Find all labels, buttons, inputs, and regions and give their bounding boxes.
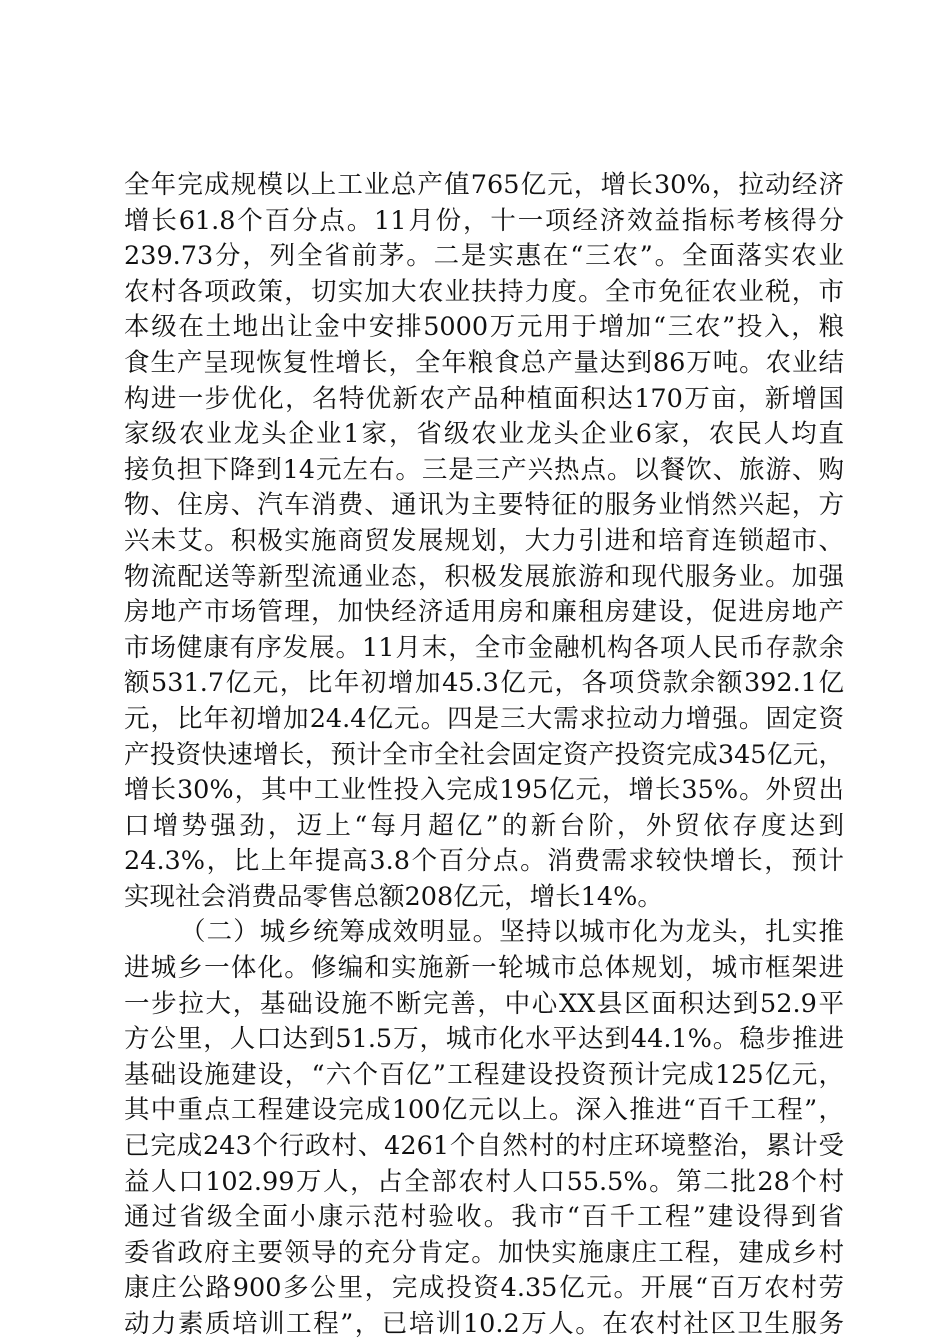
paragraph-end-line: 实现社会消费品零售总额208亿元，增长14%。	[124, 881, 663, 912]
text-line: 一步拉大，基础设施不断完善，中心XX县区面积达到52.9平	[124, 988, 844, 1019]
body-text	[124, 168, 844, 1343]
text-line: 口增势强劲，迈上“每月超亿”的新台阶，外贸依存度达到	[124, 810, 844, 841]
text-line: 239.73分，列全省前茅。二是实惠在“三农”。全面落实农业	[124, 241, 844, 272]
text-line: 动力素质培训工程”，已培训10.2万人。在农村社区卫生服务	[124, 1309, 844, 1339]
section-heading-line: （二）城乡统筹成效明显。坚持以城市化为龙头，扎实推	[180, 917, 844, 948]
text-line: 产投资快速增长，预计全市全社会固定资产投资完成345亿元，	[124, 739, 844, 770]
text-line: 元，比年初增加24.4亿元。四是三大需求拉动力增强。固定资	[124, 703, 844, 734]
text-line: 全年完成规模以上工业总产值765亿元，增长30%，拉动经济	[124, 170, 844, 200]
text-line: 增长30%，其中工业性投入完成195亿元，增长35%。外贸出	[124, 775, 844, 806]
text-line: 物流配送等新型流通业态，积极发展旅游和现代服务业。加强	[124, 561, 844, 592]
text-line: 市场健康有序发展。11月末，全市金融机构各项人民币存款余	[124, 632, 844, 663]
text-line: 接负担下降到14元左右。三是三产兴热点。以餐饮、旅游、购	[124, 454, 844, 485]
text-line: 康庄公路900多公里，完成投资4.35亿元。开展“百万农村劳	[124, 1273, 844, 1304]
text-line: 兴未艾。积极实施商贸发展规划，大力引进和培育连锁超市、	[124, 525, 844, 556]
text-line: 额531.7亿元，比年初增加45.3亿元，各项贷款余额392.1亿	[124, 668, 844, 699]
text-line: 基础设施建设，“六个百亿”工程建设投资预计完成125亿元，	[124, 1059, 844, 1090]
text-line: 通过省级全面小康示范村验收。我市“百千工程”建设得到省	[124, 1202, 844, 1233]
text-line: 构进一步优化，名特优新农产品种植面积达170万亩，新增国	[124, 383, 844, 414]
text-line: 进城乡一体化。修编和实施新一轮城市总体规划，城市框架进	[124, 953, 844, 984]
text-line: 家级农业龙头企业1家，省级农业龙头企业6家，农民人均直	[124, 419, 844, 450]
text-line: 24.3%，比上年提高3.8个百分点。消费需求较快增长，预计	[124, 846, 844, 877]
text-line: 益人口102.99万人，占全部农村人口55.5%。第二批28个村	[124, 1166, 844, 1197]
text-line: 房地产市场管理，加快经济适用房和廉租房建设，促进房地产	[124, 597, 844, 628]
text-line: 其中重点工程建设完成100亿元以上。深入推进“百千工程”，	[124, 1095, 844, 1126]
text-line: 增长61.8个百分点。11月份，十一项经济效益指标考核得分	[124, 205, 844, 236]
text-line: 农村各项政策，切实加大农业扶持力度。全市免征农业税，市	[124, 276, 844, 307]
text-line: 物、住房、汽车消费、通讯为主要特征的服务业悄然兴起，方	[124, 490, 844, 521]
text-line: 本级在土地出让金中安排5000万元用于增加“三农”投入，粮	[124, 312, 844, 343]
text-line: 已完成243个行政村、4261个自然村的村庄环境整治，累计受	[124, 1131, 844, 1162]
text-line: 方公里，人口达到51.5万，城市化水平达到44.1%。稳步推进	[124, 1024, 844, 1055]
text-line: 食生产呈现恢复性增长，全年粮食总产量达到86万吨。农业结	[124, 347, 844, 378]
text-line: 委省政府主要领导的充分肯定。加快实施康庄工程，建成乡村	[124, 1237, 844, 1268]
